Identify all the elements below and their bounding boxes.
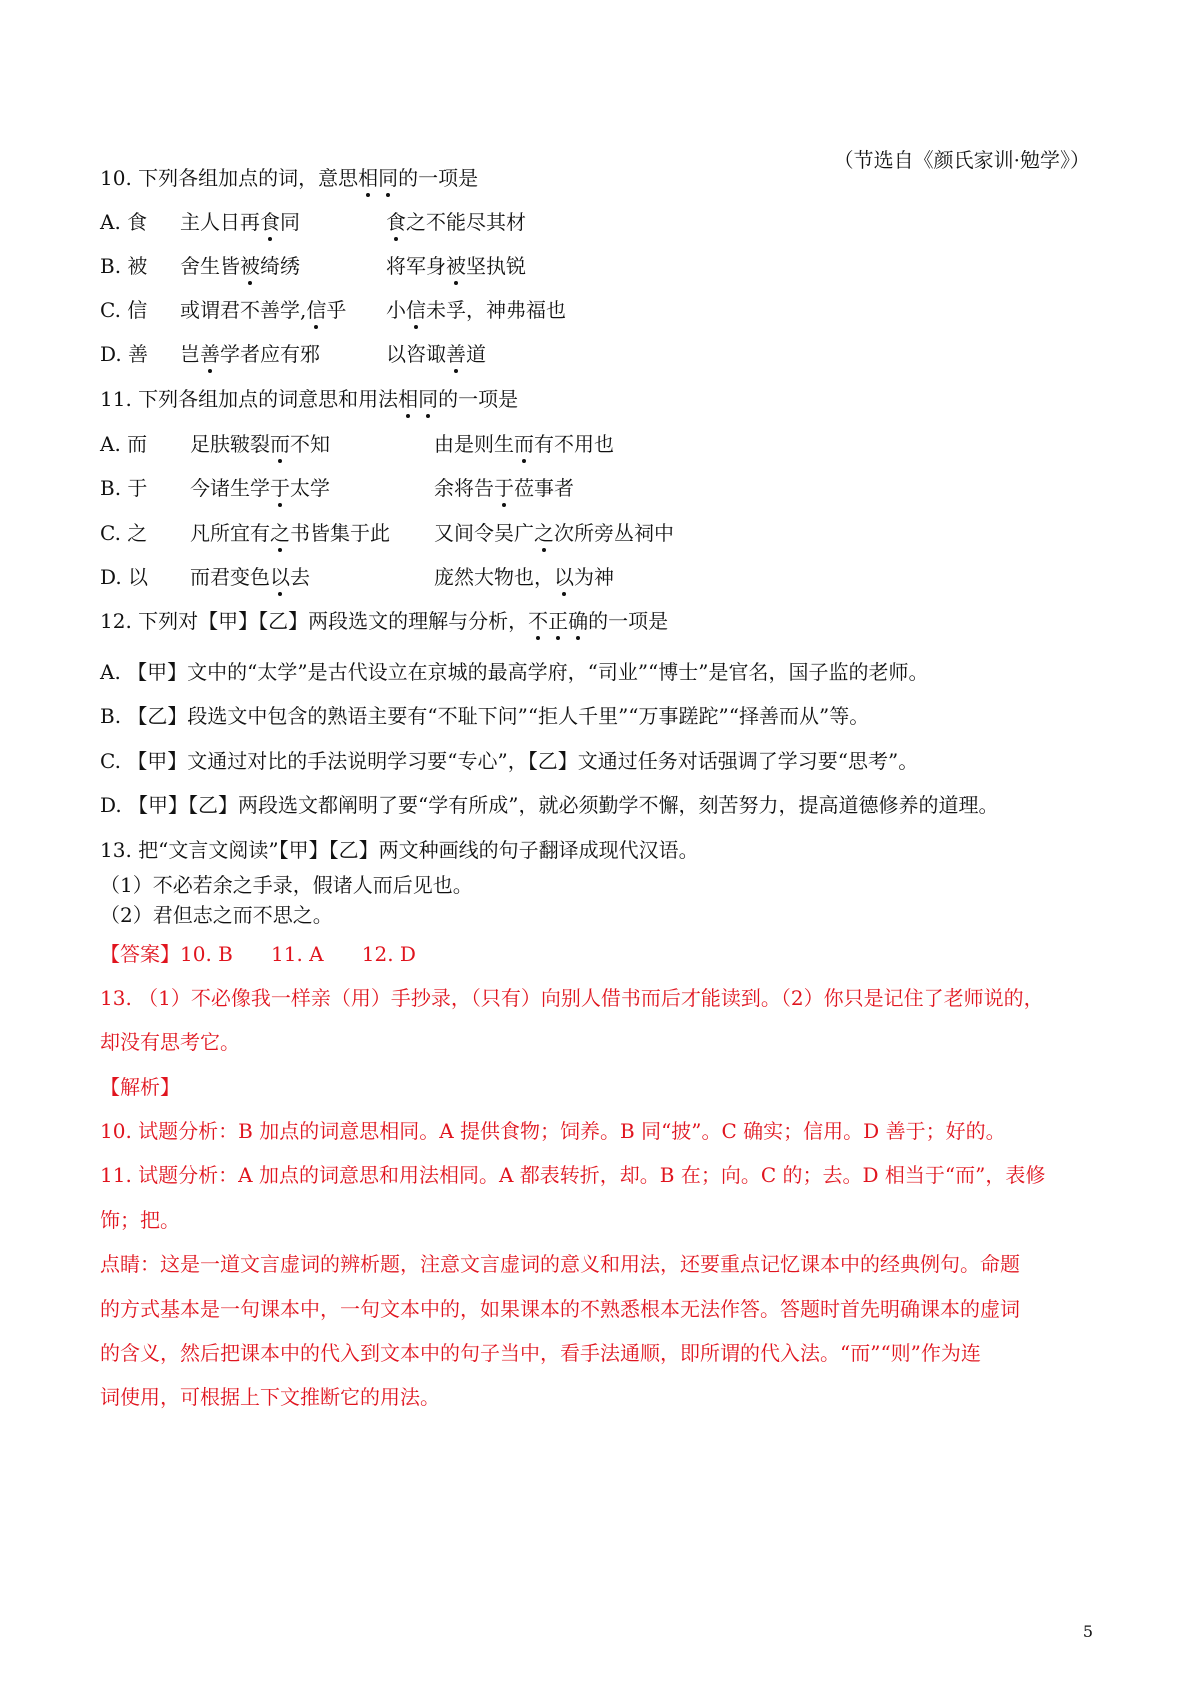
q12-stem-emphasis-1: 不: [528, 609, 549, 633]
q12-stem-text: 12. 下列对【甲】【乙】两段选文的理解与分析，: [100, 609, 529, 633]
option-phrase: 次所旁丛祠中: [554, 521, 674, 545]
q12-stem-emphasis-2: 正: [548, 609, 569, 633]
q12-stem-emphasis-3: 确: [568, 609, 589, 633]
option-phrase: 以咨诹: [386, 342, 446, 366]
q11-stem-text-end: 的一项是: [438, 387, 519, 411]
option-phrase: 书皆集于此: [290, 521, 390, 545]
emphasis-word: 之: [534, 521, 554, 545]
emphasis-word: 信: [306, 298, 327, 322]
option-phrase: 绮绣: [260, 254, 300, 278]
q11-stem-emphasis-2: 同: [418, 387, 439, 411]
q11-option-c: [100, 519, 674, 547]
option-phrase: 庞然大物也，: [434, 565, 554, 589]
q10-option-a: [100, 208, 526, 236]
option-label: D. 以: [100, 565, 149, 589]
analysis-line-1: 10. 试题分析：B 加点的词意思相同。A 提供食物；饲养。B 同“披”。C 确实；信用。D 善于；好的。: [100, 1119, 1006, 1143]
option-phrase: 而君变色: [190, 565, 270, 589]
analysis-line-6: 的含义，然后把课本中的代入到文本中的句子当中，看手法通顺，即所谓的代入法。“而”“则”作为连: [100, 1341, 981, 1365]
answer-line: [100, 940, 416, 968]
q13-item-2: （2）君但志之而不思之。: [100, 903, 333, 927]
analysis-line-2: 11. 试题分析：A 加点的词意思和用法相同。A 都表转折，却。B 在；向。C 的；去。D 相当于“而”，表修: [100, 1163, 1046, 1187]
option-phrase: 或谓君不善学,: [180, 298, 307, 322]
option-phrase: 由是则生: [434, 432, 514, 456]
emphasis-word: 善: [200, 342, 220, 366]
emphasis-word: 食: [260, 210, 280, 234]
option-phrase: 凡所宜有: [190, 521, 270, 545]
emphasis-word: 以: [554, 565, 574, 589]
option-phrase: 足肤皲裂: [190, 432, 270, 456]
option-phrase: 乎: [326, 298, 347, 322]
q11-stem: [100, 385, 518, 413]
q11-option-b: [100, 474, 574, 502]
option-phrase: 有不用也: [534, 432, 614, 456]
emphasis-word: 被: [446, 254, 466, 278]
option-phrase: 岂: [180, 342, 200, 366]
option-phrase: 同: [280, 210, 300, 234]
answer-translation-line-2: 却没有思考它。: [100, 1030, 240, 1054]
emphasis-word: 被: [240, 254, 260, 278]
option-label: C. 之: [100, 521, 148, 545]
q13-stem: 13. 把“文言文阅读”【甲】【乙】两文种画线的句子翻译成现代汉语。: [100, 838, 699, 862]
page-number: 5: [1082, 1622, 1093, 1641]
emphasis-word: 以: [270, 565, 290, 589]
q12-option-a: A. 【甲】文中的“太学”是古代设立在京城的最高学府，“司业”“博士”是官名，国子监的老师。: [100, 660, 929, 684]
q12-option-d: D. 【甲】【乙】两段选文都阐明了要“学有所成”，就必须勤学不懈，刻苦努力，提高道德修养的道理。: [100, 793, 999, 817]
emphasis-word: 之: [270, 521, 290, 545]
q10-stem-text-end: 的一项是: [398, 166, 479, 190]
answer-label: 【答案】: [100, 942, 180, 966]
option-label: B. 被: [100, 254, 148, 278]
option-phrase: 为神: [574, 565, 614, 589]
option-phrase: 今诸生学: [190, 476, 270, 500]
q11-stem-emphasis-1: 相: [398, 387, 419, 411]
q12-stem: [100, 607, 668, 635]
option-phrase: 莅事者: [514, 476, 574, 500]
emphasis-word: 善: [446, 342, 466, 366]
q11-stem-text: 11. 下列各组加点的词意思和用法: [100, 387, 399, 411]
analysis-line-3: 饰；把。: [100, 1208, 180, 1232]
q10-stem-emphasis-1: 相: [358, 166, 379, 190]
option-phrase: 不知: [290, 432, 330, 456]
option-phrase: 去: [290, 565, 310, 589]
option-phrase: 学者应有邪: [220, 342, 320, 366]
option-phrase: 将军身: [386, 254, 446, 278]
emphasis-word: 而: [270, 432, 290, 456]
analysis-label: 【解析】: [100, 1075, 180, 1099]
option-phrase: 道: [466, 342, 486, 366]
q10-stem-text: 10. 下列各组加点的词，意思: [100, 166, 359, 190]
emphasis-word: 于: [270, 476, 290, 500]
q12-stem-text-end: 的一项是: [588, 609, 669, 633]
option-label: B. 于: [100, 476, 148, 500]
analysis-line-4: 点睛：这是一道文言虚词的辨析题，注意文言虚词的意义和用法，还要重点记忆课本中的经典例句。命题: [100, 1252, 1020, 1276]
q12-option-b: B. 【乙】段选文中包含的熟语主要有“不耻下问”“拒人千里”“万事蹉跎”“择善而从”等。: [100, 704, 870, 728]
q11-option-a: [100, 430, 614, 458]
q10-stem-emphasis-2: 同: [378, 166, 399, 190]
emphasis-word: 而: [514, 432, 534, 456]
q10-option-d: [100, 340, 486, 368]
option-phrase: 坚执锐: [466, 254, 526, 278]
emphasis-word: 于: [494, 476, 514, 500]
analysis-line-5: 的方式基本是一句课本中，一句文本中的，如果课本的不熟悉根本无法作答。答题时首先明确课本的虚词: [100, 1297, 1020, 1321]
option-phrase: 余将告: [434, 476, 494, 500]
answer-choices: 10. B 11. A 12. D: [180, 942, 416, 966]
emphasis-word: 食: [386, 210, 406, 234]
analysis-line-7: 词使用，可根据上下文推断它的用法。: [100, 1385, 440, 1409]
option-phrase: 又间令吴广: [434, 521, 534, 545]
option-label: A. 食: [100, 210, 148, 234]
option-phrase: 主人日再: [180, 210, 260, 234]
option-phrase: 未孚，神弗福也: [426, 298, 566, 322]
option-phrase: 小: [386, 298, 406, 322]
q10-option-c: [100, 296, 566, 324]
q13-item-1: （1）不必若余之手录，假诸人而后见也。: [100, 873, 473, 897]
emphasis-word: 信: [406, 298, 426, 322]
option-label: A. 而: [100, 432, 148, 456]
q10-stem: [100, 164, 478, 192]
option-phrase: 舍生皆: [180, 254, 240, 278]
source-citation: （节选自《颜氏家训·勉学》）: [833, 148, 1090, 172]
q12-option-c: C. 【甲】文通过对比的手法说明学习要“专心”，【乙】文通过任务对话强调了学习要“思考”。: [100, 749, 919, 773]
q11-option-d: [100, 563, 614, 591]
q10-option-b: [100, 252, 526, 280]
option-phrase: 太学: [290, 476, 330, 500]
option-label: D. 善: [100, 342, 149, 366]
option-label: C. 信: [100, 298, 148, 322]
option-phrase: 之不能尽其材: [406, 210, 526, 234]
answer-translation-line-1: 13. （1）不必像我一样亲（用）手抄录，（只有）向别人借书而后才能读到。（2）你只是记住了老师说的，: [100, 986, 1044, 1010]
